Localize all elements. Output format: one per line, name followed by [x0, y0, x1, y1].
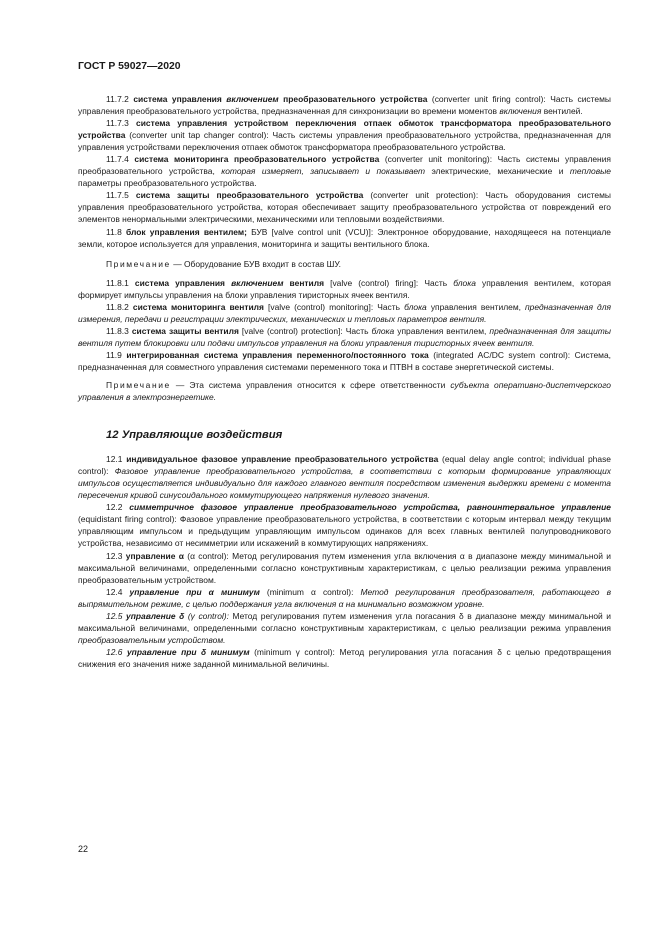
term: интегрированная система управления переменного/постоянного тока [126, 349, 429, 360]
clause-number: 11.8.2 [106, 301, 133, 312]
section-heading: 12 Управляющие воздействия [106, 429, 283, 442]
clause-11-8: 11.8 блок управления вентилем; БУВ [valve control unit (VCU)]: Электронное оборудование, находящееся на потенциале земли, которое используется для управления, мониторинга и защиты вентильного блока. [78, 226, 611, 249]
term: система защиты вентиля [131, 325, 239, 336]
term: система управления включением вентиля [134, 277, 325, 288]
term: симметричное фазовое управление преобразовательного устройства, равноинтервальное управление [129, 502, 611, 513]
clause-number: 11.7.5 [106, 190, 136, 201]
clause-number: 12.4 [106, 586, 130, 597]
page-number: 22 [78, 844, 89, 854]
clause-number: 11.8.3 [106, 325, 132, 336]
clause-11-8-3: 11.8.3 система защиты вентиля [valve (control) protection]: Часть блока управления вентилем, предназначенная для защиты вентиля путем блокировки или подачи импульсов управления на блоки управления тиристорных ячеек вентиля. [78, 325, 612, 348]
clause-12-6: 12.6 управление при δ минимум (minimum γ control): Метод регулирования угла погасания δ с целью предотвращения снижения его значения ниже заданной минимальной величины. [78, 646, 612, 669]
term: управление α [125, 550, 184, 561]
note-label: Примечание [106, 258, 171, 269]
term: система управления устройством переключения отпаек обмоток трансформатора преобразовательного устройства [78, 118, 611, 141]
clause-number: 11.9 [106, 349, 127, 360]
clause-number: 11.7.3 [106, 118, 136, 129]
clause-number: 12.2 [106, 502, 130, 513]
term: управление при α минимум [129, 586, 260, 597]
clause-12-1: 12.1 индивидуальное фазовое управление преобразовательного устройства (equal delay angle control; individual phase control): Фазовое управление преобразовательного устройства, в соответствии с которым формирование управляющих импульсов осуществляется индивидуально для каждого главного вентиля посредством изменения выдержки времени с момента пересечения кривой синусоидального коммутирующего напряжения нулевого значения. [78, 454, 611, 501]
clause-12-4: 12.4 управление при α минимум (minimum α control): Метод регулирования преобразователя, работающего в выпрямительном режиме, с целью поддержания угла включения α на минимально возможном уровне. [78, 586, 611, 609]
document-code: ГОСТ Р 59027—2020 [78, 61, 181, 72]
clause-11-7-2: 11.7.2 система управления включением преобразовательного устройства (converter unit firing control): Часть системы управления преобразовательного устройства, предназначенная для синхронизации во времени моментов включения вентилей. [78, 94, 611, 117]
note-1: Примечание — Оборудование БУВ входит в состав ШУ. [106, 258, 341, 269]
clause-number: 12.3 [106, 550, 126, 561]
clause-number: 11.8.1 [106, 277, 135, 288]
clause-number: 12.5 [106, 610, 126, 621]
term: система мониторинга преобразовательного устройства [134, 154, 380, 165]
clause-11-8-2: 11.8.2 система мониторинга вентиля [valve (control) monitoring]: Часть блока управления вентилем, предназначенная для измерения, передачи и регистрации электрических, механических и тепловых параметров вентиля. [78, 301, 611, 324]
clause-number: 11.7.2 [106, 94, 134, 104]
term: система мониторинга вентиля [132, 301, 264, 312]
clause-number: 12.1 [106, 454, 127, 465]
clause-12-2: 12.2 симметричное фазовое управление преобразовательного устройства, равноинтервальное управление (equidistant firing control): Фазовое управление преобразовательного устройства, в соответствии с которым интервал между текущим управляющим импульсом и предыдущим управляющим импульсом одинаков для всех главных вентилей полупроводникового устройства, независимо от несимметрии или искажений в коммутирующих напряжениях. [78, 502, 611, 549]
note-2: Примечание — Эта система управления относится к сфере ответственности субъекта оперативно-диспетчерского управления в электроэнергетике. [78, 380, 611, 403]
clause-12-3: 12.3 управление α (α control): Метод регулирования путем изменения угла включения α в диапазоне между минимальной и максимальной величинами, определенными согласно конструктивным характеристикам, с целью реализации режима управления преобразовательным устройством. [78, 550, 611, 585]
clause-12-5: 12.5 управление δ (γ control): Метод регулирования путем изменения угла погасания δ в диапазоне между минимальной и максимальной величинами, определенными согласно конструктивным характеристикам, с целью реализации режима управления преобразовательным устройством. [78, 610, 611, 645]
clause-number: 11.7.4 [106, 154, 135, 165]
clause-11-9: 11.9 интегрированная система управления переменного/постоянного тока (integrated AC/DC system control): Система, предназначенная для совместного управления системами переменного тока и ПТВН в составе энергетической системы. [78, 349, 612, 372]
clause-11-7-4: 11.7.4 система мониторинга преобразовательного устройства (converter unit monitoring): Часть системы управления преобразовательного устройства, которая измеряет, записывает и показывает электрические, механические и тепловые параметры преобразовательного устройства. [78, 154, 611, 189]
term: индивидуальное фазовое управление преобразовательного устройства [126, 454, 439, 465]
note-label: Примечание [106, 380, 171, 391]
clause-number: 11.8 [106, 226, 126, 237]
term: система управления включением преобразовательного устройства [133, 94, 428, 104]
document-body [78, 93, 611, 670]
term: система защиты преобразовательного устройства [135, 190, 364, 201]
clause-number: 12.6 [106, 646, 127, 657]
clause-11-7-5: 11.7.5 система защиты преобразовательного устройства (converter unit protection): Часть оборудования системы управления преобразовательного устройства, которая обеспечивает защиту преобразовательного устройства от повреждений его элементов ненормальными электрическими, механическими или тепловыми воздействиями. [78, 190, 611, 225]
term: управление δ [126, 610, 185, 621]
clause-11-8-1: 11.8.1 система управления включением вентиля [valve (control) firing]: Часть блока управления вентилем, которая формирует импульсы управления на блоки управления тиристорных ячеек вентиля. [78, 277, 612, 300]
term: блок управления вентилем; [125, 226, 247, 237]
clause-11-7-3: 11.7.3 система управления устройством переключения отпаек обмоток трансформатора преобразовательного устройства (converter unit tap changer control): Часть системы управления преобразовательного устройства, предназначенная для управления устройствами переключения отпаек обмоток трансформатора преобразовательного устройства. [78, 118, 611, 153]
term: управление при δ минимум [126, 646, 250, 657]
